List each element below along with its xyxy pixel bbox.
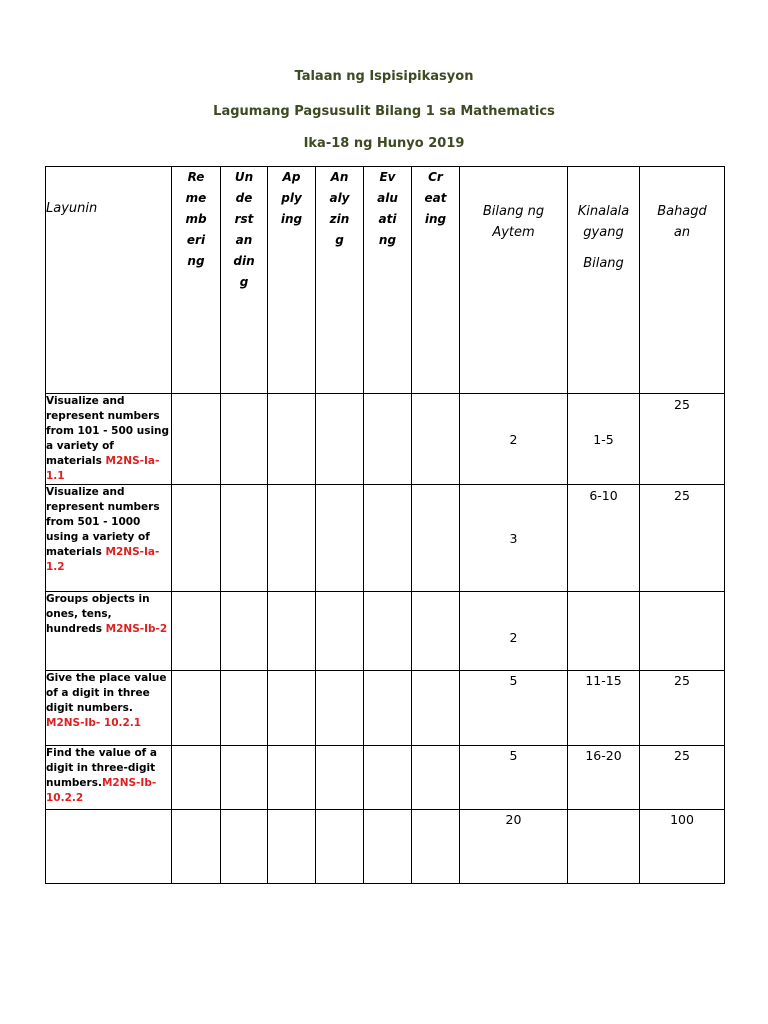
items-cell: 2 xyxy=(460,394,568,485)
percent-cell: 25 xyxy=(640,485,725,592)
specification-table xyxy=(45,166,725,884)
location-cell xyxy=(568,592,640,671)
header-bahagdan: Bahagdan xyxy=(640,167,725,394)
header-remembering: Remembering xyxy=(172,167,221,394)
table-row xyxy=(46,671,725,746)
document-subtitle: Lagumang Pagsusulit Bilang 1 sa Mathematics xyxy=(213,104,555,119)
items-cell: 3 xyxy=(460,485,568,592)
header-analyzing: Analyzing xyxy=(316,167,364,394)
header-layunin: Layunin xyxy=(46,167,172,394)
table-row xyxy=(46,592,725,671)
percent-cell xyxy=(640,592,725,671)
percent-cell: 25 xyxy=(640,394,725,485)
objective-cell: Visualize and represent numbers from 501 - 1000 using a variety of materials M2NS-Ia-1.2 xyxy=(46,485,172,592)
table-row xyxy=(46,394,725,485)
document-title: Talaan ng Ispisipikasyon xyxy=(294,69,474,84)
table-row xyxy=(46,746,725,810)
objective-cell: Find the value of a digit in three-digit numbers.M2NS-Ib-10.2.2 xyxy=(46,746,172,810)
items-cell: 5 xyxy=(460,671,568,746)
table-row xyxy=(46,485,725,592)
objective-cell: Groups objects in ones, tens, hundreds M2NS-Ib-2 xyxy=(46,592,172,671)
header-bilang-ng-aytem: Bilang ng Aytem xyxy=(460,167,568,394)
objective-cell: Visualize and represent numbers from 101 - 500 using a variety of materials M2NS-Ia-1.1 xyxy=(46,394,172,485)
header-applying: Applying xyxy=(268,167,316,394)
header-row xyxy=(46,167,725,394)
total-items-cell: 20 xyxy=(460,810,568,884)
items-cell: 5 xyxy=(460,746,568,810)
document-date: Ika-18 ng Hunyo 2019 xyxy=(303,136,465,151)
header-understanding: Understanding xyxy=(221,167,268,394)
location-cell: 16-20 xyxy=(568,746,640,810)
location-cell: 1-5 xyxy=(568,394,640,485)
objective-cell: Give the place value of a digit in three digit numbers. M2NS-Ib- 10.2.1 xyxy=(46,671,172,746)
header-evaluating: Evaluating xyxy=(364,167,412,394)
location-cell: 6-10 xyxy=(568,485,640,592)
header-creating: Creating xyxy=(412,167,460,394)
percent-cell: 25 xyxy=(640,671,725,746)
percent-cell: 25 xyxy=(640,746,725,810)
total-row xyxy=(46,810,725,884)
location-cell: 11-15 xyxy=(568,671,640,746)
header-kinalalagyan: Kinalalagyang Bilang xyxy=(568,167,640,394)
items-cell: 2 xyxy=(460,592,568,671)
total-percent-cell: 100 xyxy=(640,810,725,884)
